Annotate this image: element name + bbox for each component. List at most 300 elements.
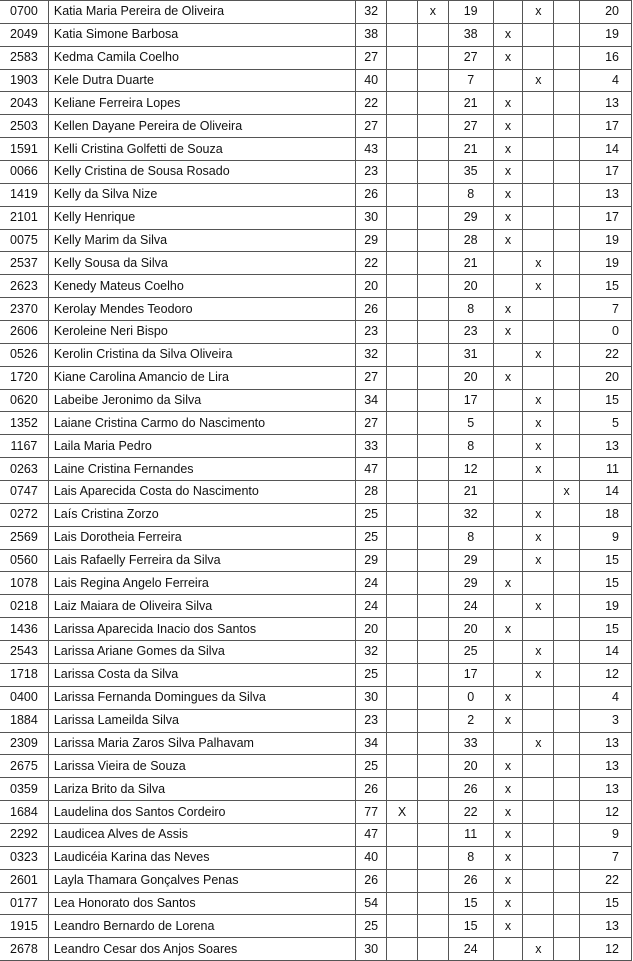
mark-cell-2 bbox=[417, 503, 448, 526]
code-cell: 0263 bbox=[0, 458, 48, 481]
age-cell: 26 bbox=[356, 298, 387, 321]
mark-cell-3 bbox=[493, 503, 523, 526]
age-cell: 32 bbox=[356, 1, 387, 24]
mark-cell-2 bbox=[417, 846, 448, 869]
code-cell: 0218 bbox=[0, 595, 48, 618]
mark-cell-4: x bbox=[523, 732, 554, 755]
mark-cell-5 bbox=[554, 801, 580, 824]
table-row bbox=[0, 892, 632, 915]
table-row bbox=[0, 503, 632, 526]
mark-cell-3: x bbox=[493, 915, 523, 938]
mark-cell-2 bbox=[417, 46, 448, 69]
age-cell: 32 bbox=[356, 343, 387, 366]
mark-cell-4 bbox=[523, 115, 554, 138]
mark-cell-4 bbox=[523, 572, 554, 595]
count-cell: 24 bbox=[448, 595, 493, 618]
score-cell: 3 bbox=[580, 709, 632, 732]
mark-cell-3: x bbox=[493, 23, 523, 46]
code-cell: 2675 bbox=[0, 755, 48, 778]
count-cell: 20 bbox=[448, 755, 493, 778]
score-cell: 13 bbox=[580, 915, 632, 938]
age-cell: 29 bbox=[356, 229, 387, 252]
mark-cell-4 bbox=[523, 778, 554, 801]
mark-cell-2 bbox=[417, 595, 448, 618]
mark-cell-4 bbox=[523, 92, 554, 115]
count-cell: 17 bbox=[448, 389, 493, 412]
mark-cell-2 bbox=[417, 686, 448, 709]
mark-cell-5 bbox=[554, 206, 580, 229]
mark-cell-3 bbox=[493, 595, 523, 618]
code-cell: 1718 bbox=[0, 663, 48, 686]
mark-cell-1 bbox=[387, 481, 418, 504]
mark-cell-3: x bbox=[493, 892, 523, 915]
score-cell: 15 bbox=[580, 572, 632, 595]
mark-cell-2 bbox=[417, 526, 448, 549]
code-cell: 1915 bbox=[0, 915, 48, 938]
age-cell: 47 bbox=[356, 458, 387, 481]
age-cell: 26 bbox=[356, 183, 387, 206]
mark-cell-5 bbox=[554, 915, 580, 938]
mark-cell-5 bbox=[554, 275, 580, 298]
count-cell: 26 bbox=[448, 869, 493, 892]
table-row bbox=[0, 435, 632, 458]
age-cell: 30 bbox=[356, 938, 387, 961]
mark-cell-4 bbox=[523, 46, 554, 69]
age-cell: 33 bbox=[356, 435, 387, 458]
table-row bbox=[0, 275, 632, 298]
mark-cell-4 bbox=[523, 23, 554, 46]
count-cell: 28 bbox=[448, 229, 493, 252]
mark-cell-3 bbox=[493, 481, 523, 504]
mark-cell-4 bbox=[523, 709, 554, 732]
score-cell: 0 bbox=[580, 321, 632, 344]
name-cell: Keroleine Neri Bispo bbox=[48, 321, 355, 344]
table-row bbox=[0, 458, 632, 481]
name-cell: Larissa Aparecida Inacio dos Santos bbox=[48, 618, 355, 641]
mark-cell-5 bbox=[554, 389, 580, 412]
code-cell: 2101 bbox=[0, 206, 48, 229]
mark-cell-2 bbox=[417, 915, 448, 938]
count-cell: 27 bbox=[448, 115, 493, 138]
name-cell: Kelly da Silva Nize bbox=[48, 183, 355, 206]
age-cell: 77 bbox=[356, 801, 387, 824]
mark-cell-5 bbox=[554, 92, 580, 115]
mark-cell-1 bbox=[387, 641, 418, 664]
mark-cell-5 bbox=[554, 183, 580, 206]
name-cell: Kerolay Mendes Teodoro bbox=[48, 298, 355, 321]
table-row bbox=[0, 252, 632, 275]
score-cell: 22 bbox=[580, 869, 632, 892]
count-cell: 15 bbox=[448, 892, 493, 915]
mark-cell-2 bbox=[417, 755, 448, 778]
name-cell: Laiane Cristina Carmo do Nascimento bbox=[48, 412, 355, 435]
name-cell: Kenedy Mateus Coelho bbox=[48, 275, 355, 298]
code-cell: 0177 bbox=[0, 892, 48, 915]
mark-cell-1 bbox=[387, 389, 418, 412]
code-cell: 0066 bbox=[0, 161, 48, 184]
table-row bbox=[0, 23, 632, 46]
count-cell: 29 bbox=[448, 206, 493, 229]
mark-cell-2 bbox=[417, 275, 448, 298]
age-cell: 23 bbox=[356, 321, 387, 344]
count-cell: 7 bbox=[448, 69, 493, 92]
count-cell: 12 bbox=[448, 458, 493, 481]
mark-cell-5 bbox=[554, 641, 580, 664]
count-cell: 0 bbox=[448, 686, 493, 709]
mark-cell-2 bbox=[417, 366, 448, 389]
code-cell: 0620 bbox=[0, 389, 48, 412]
mark-cell-3: x bbox=[493, 709, 523, 732]
mark-cell-2 bbox=[417, 938, 448, 961]
age-cell: 34 bbox=[356, 732, 387, 755]
score-cell: 13 bbox=[580, 778, 632, 801]
age-cell: 40 bbox=[356, 69, 387, 92]
mark-cell-1 bbox=[387, 229, 418, 252]
name-cell: Larissa Costa da Silva bbox=[48, 663, 355, 686]
name-cell: Kelly Sousa da Silva bbox=[48, 252, 355, 275]
mark-cell-5 bbox=[554, 298, 580, 321]
mark-cell-1 bbox=[387, 46, 418, 69]
mark-cell-2: x bbox=[417, 1, 448, 24]
mark-cell-1 bbox=[387, 938, 418, 961]
score-cell: 15 bbox=[580, 618, 632, 641]
mark-cell-1 bbox=[387, 618, 418, 641]
code-cell: 0075 bbox=[0, 229, 48, 252]
score-cell: 12 bbox=[580, 938, 632, 961]
age-cell: 38 bbox=[356, 23, 387, 46]
mark-cell-1 bbox=[387, 709, 418, 732]
name-cell: Laila Maria Pedro bbox=[48, 435, 355, 458]
age-cell: 43 bbox=[356, 138, 387, 161]
count-cell: 25 bbox=[448, 641, 493, 664]
count-cell: 21 bbox=[448, 252, 493, 275]
mark-cell-4 bbox=[523, 915, 554, 938]
name-cell: Laudelina dos Santos Cordeiro bbox=[48, 801, 355, 824]
mark-cell-3 bbox=[493, 663, 523, 686]
name-cell: Keliane Ferreira Lopes bbox=[48, 92, 355, 115]
score-cell: 14 bbox=[580, 481, 632, 504]
mark-cell-3: x bbox=[493, 161, 523, 184]
mark-cell-1 bbox=[387, 846, 418, 869]
count-cell: 19 bbox=[448, 1, 493, 24]
table-row bbox=[0, 938, 632, 961]
mark-cell-2 bbox=[417, 892, 448, 915]
age-cell: 23 bbox=[356, 161, 387, 184]
code-cell: 2043 bbox=[0, 92, 48, 115]
mark-cell-3 bbox=[493, 275, 523, 298]
mark-cell-4: x bbox=[523, 435, 554, 458]
score-cell: 19 bbox=[580, 595, 632, 618]
mark-cell-3 bbox=[493, 252, 523, 275]
age-cell: 25 bbox=[356, 503, 387, 526]
table-row bbox=[0, 595, 632, 618]
table-row bbox=[0, 732, 632, 755]
mark-cell-1 bbox=[387, 732, 418, 755]
mark-cell-3: x bbox=[493, 869, 523, 892]
mark-cell-4: x bbox=[523, 412, 554, 435]
mark-cell-1 bbox=[387, 823, 418, 846]
code-cell: 1078 bbox=[0, 572, 48, 595]
score-cell: 15 bbox=[580, 892, 632, 915]
code-cell: 2309 bbox=[0, 732, 48, 755]
mark-cell-4: x bbox=[523, 275, 554, 298]
mark-cell-3 bbox=[493, 938, 523, 961]
mark-cell-2 bbox=[417, 572, 448, 595]
score-cell: 19 bbox=[580, 23, 632, 46]
name-cell: Kele Dutra Duarte bbox=[48, 69, 355, 92]
score-cell: 16 bbox=[580, 46, 632, 69]
code-cell: 0560 bbox=[0, 549, 48, 572]
mark-cell-3: x bbox=[493, 755, 523, 778]
mark-cell-5 bbox=[554, 869, 580, 892]
score-cell: 7 bbox=[580, 846, 632, 869]
mark-cell-3: x bbox=[493, 572, 523, 595]
name-cell: Laine Cristina Fernandes bbox=[48, 458, 355, 481]
mark-cell-5 bbox=[554, 709, 580, 732]
mark-cell-1 bbox=[387, 412, 418, 435]
mark-cell-2 bbox=[417, 23, 448, 46]
mark-cell-3: x bbox=[493, 801, 523, 824]
code-cell: 1352 bbox=[0, 412, 48, 435]
mark-cell-1 bbox=[387, 503, 418, 526]
code-cell: 0323 bbox=[0, 846, 48, 869]
count-cell: 21 bbox=[448, 92, 493, 115]
mark-cell-4: x bbox=[523, 595, 554, 618]
score-cell: 12 bbox=[580, 663, 632, 686]
mark-cell-4: x bbox=[523, 458, 554, 481]
count-cell: 15 bbox=[448, 915, 493, 938]
score-cell: 9 bbox=[580, 526, 632, 549]
mark-cell-4 bbox=[523, 869, 554, 892]
mark-cell-1 bbox=[387, 755, 418, 778]
name-cell: Katia Maria Pereira de Oliveira bbox=[48, 1, 355, 24]
mark-cell-4: x bbox=[523, 252, 554, 275]
name-cell: Leandro Bernardo de Lorena bbox=[48, 915, 355, 938]
mark-cell-2 bbox=[417, 183, 448, 206]
mark-cell-1 bbox=[387, 138, 418, 161]
mark-cell-1 bbox=[387, 892, 418, 915]
table-row bbox=[0, 183, 632, 206]
mark-cell-1 bbox=[387, 69, 418, 92]
mark-cell-4 bbox=[523, 321, 554, 344]
name-cell: Katia Simone Barbosa bbox=[48, 23, 355, 46]
count-cell: 17 bbox=[448, 663, 493, 686]
count-cell: 38 bbox=[448, 23, 493, 46]
mark-cell-5: x bbox=[554, 481, 580, 504]
code-cell: 2569 bbox=[0, 526, 48, 549]
mark-cell-4 bbox=[523, 846, 554, 869]
score-cell: 13 bbox=[580, 183, 632, 206]
mark-cell-4 bbox=[523, 823, 554, 846]
score-cell: 11 bbox=[580, 458, 632, 481]
age-cell: 25 bbox=[356, 526, 387, 549]
mark-cell-4: x bbox=[523, 343, 554, 366]
count-cell: 5 bbox=[448, 412, 493, 435]
mark-cell-3 bbox=[493, 1, 523, 24]
score-cell: 15 bbox=[580, 549, 632, 572]
count-cell: 29 bbox=[448, 572, 493, 595]
code-cell: 0272 bbox=[0, 503, 48, 526]
mark-cell-2 bbox=[417, 206, 448, 229]
score-cell: 20 bbox=[580, 366, 632, 389]
age-cell: 29 bbox=[356, 549, 387, 572]
table-row bbox=[0, 46, 632, 69]
mark-cell-4: x bbox=[523, 526, 554, 549]
mark-cell-3: x bbox=[493, 183, 523, 206]
mark-cell-5 bbox=[554, 343, 580, 366]
mark-cell-1 bbox=[387, 343, 418, 366]
name-cell: Kelli Cristina Golfetti de Souza bbox=[48, 138, 355, 161]
mark-cell-4 bbox=[523, 618, 554, 641]
mark-cell-2 bbox=[417, 641, 448, 664]
name-cell: Kelly Cristina de Sousa Rosado bbox=[48, 161, 355, 184]
mark-cell-2 bbox=[417, 343, 448, 366]
mark-cell-2 bbox=[417, 435, 448, 458]
mark-cell-5 bbox=[554, 23, 580, 46]
mark-cell-5 bbox=[554, 69, 580, 92]
score-cell: 14 bbox=[580, 641, 632, 664]
code-cell: 0747 bbox=[0, 481, 48, 504]
table-row bbox=[0, 686, 632, 709]
mark-cell-1 bbox=[387, 321, 418, 344]
name-cell: Larissa Lameilda Silva bbox=[48, 709, 355, 732]
count-cell: 20 bbox=[448, 275, 493, 298]
score-cell: 18 bbox=[580, 503, 632, 526]
mark-cell-4 bbox=[523, 755, 554, 778]
mark-cell-2 bbox=[417, 481, 448, 504]
count-cell: 20 bbox=[448, 366, 493, 389]
score-cell: 17 bbox=[580, 206, 632, 229]
mark-cell-4 bbox=[523, 801, 554, 824]
mark-cell-5 bbox=[554, 46, 580, 69]
mark-cell-3: x bbox=[493, 618, 523, 641]
code-cell: 0700 bbox=[0, 1, 48, 24]
mark-cell-3 bbox=[493, 732, 523, 755]
table-row bbox=[0, 755, 632, 778]
mark-cell-4: x bbox=[523, 1, 554, 24]
mark-cell-2 bbox=[417, 389, 448, 412]
score-cell: 4 bbox=[580, 69, 632, 92]
mark-cell-5 bbox=[554, 321, 580, 344]
score-cell: 17 bbox=[580, 115, 632, 138]
mark-cell-4 bbox=[523, 206, 554, 229]
mark-cell-5 bbox=[554, 458, 580, 481]
name-cell: Laiz Maiara de Oliveira Silva bbox=[48, 595, 355, 618]
count-cell: 8 bbox=[448, 183, 493, 206]
mark-cell-1 bbox=[387, 435, 418, 458]
mark-cell-2 bbox=[417, 161, 448, 184]
mark-cell-5 bbox=[554, 435, 580, 458]
mark-cell-4: x bbox=[523, 389, 554, 412]
mark-cell-1 bbox=[387, 915, 418, 938]
name-cell: Laís Cristina Zorzo bbox=[48, 503, 355, 526]
code-cell: 2503 bbox=[0, 115, 48, 138]
code-cell: 1436 bbox=[0, 618, 48, 641]
count-cell: 21 bbox=[448, 138, 493, 161]
mark-cell-1 bbox=[387, 183, 418, 206]
mark-cell-5 bbox=[554, 663, 580, 686]
mark-cell-2 bbox=[417, 92, 448, 115]
mark-cell-2 bbox=[417, 321, 448, 344]
mark-cell-3 bbox=[493, 343, 523, 366]
mark-cell-3: x bbox=[493, 366, 523, 389]
mark-cell-4 bbox=[523, 138, 554, 161]
mark-cell-1 bbox=[387, 298, 418, 321]
mark-cell-3: x bbox=[493, 778, 523, 801]
mark-cell-1 bbox=[387, 572, 418, 595]
mark-cell-1 bbox=[387, 686, 418, 709]
name-cell: Lais Aparecida Costa do Nascimento bbox=[48, 481, 355, 504]
mark-cell-5 bbox=[554, 846, 580, 869]
mark-cell-5 bbox=[554, 549, 580, 572]
mark-cell-5 bbox=[554, 412, 580, 435]
mark-cell-1 bbox=[387, 778, 418, 801]
mark-cell-1 bbox=[387, 206, 418, 229]
mark-cell-3: x bbox=[493, 298, 523, 321]
mark-cell-5 bbox=[554, 595, 580, 618]
count-cell: 35 bbox=[448, 161, 493, 184]
code-cell: 2601 bbox=[0, 869, 48, 892]
name-cell: Larissa Fernanda Domingues da Silva bbox=[48, 686, 355, 709]
mark-cell-4 bbox=[523, 229, 554, 252]
table-row bbox=[0, 778, 632, 801]
mark-cell-5 bbox=[554, 686, 580, 709]
table-row bbox=[0, 161, 632, 184]
table-row bbox=[0, 549, 632, 572]
score-cell: 13 bbox=[580, 755, 632, 778]
name-cell: Kerolin Cristina da Silva Oliveira bbox=[48, 343, 355, 366]
age-cell: 25 bbox=[356, 755, 387, 778]
mark-cell-4: x bbox=[523, 641, 554, 664]
name-cell: Larissa Maria Zaros Silva Palhavam bbox=[48, 732, 355, 755]
mark-cell-1 bbox=[387, 595, 418, 618]
mark-cell-2 bbox=[417, 69, 448, 92]
mark-cell-2 bbox=[417, 778, 448, 801]
mark-cell-1 bbox=[387, 366, 418, 389]
name-cell: Kellen Dayane Pereira de Oliveira bbox=[48, 115, 355, 138]
name-cell: Lea Honorato dos Santos bbox=[48, 892, 355, 915]
code-cell: 0359 bbox=[0, 778, 48, 801]
count-cell: 8 bbox=[448, 435, 493, 458]
name-cell: Larissa Ariane Gomes da Silva bbox=[48, 641, 355, 664]
age-cell: 22 bbox=[356, 92, 387, 115]
age-cell: 26 bbox=[356, 778, 387, 801]
mark-cell-3: x bbox=[493, 206, 523, 229]
count-cell: 32 bbox=[448, 503, 493, 526]
code-cell: 1167 bbox=[0, 435, 48, 458]
code-cell: 2049 bbox=[0, 23, 48, 46]
table-row bbox=[0, 526, 632, 549]
table-row bbox=[0, 366, 632, 389]
table-row bbox=[0, 206, 632, 229]
mark-cell-4 bbox=[523, 161, 554, 184]
score-cell: 13 bbox=[580, 732, 632, 755]
count-cell: 26 bbox=[448, 778, 493, 801]
table-row bbox=[0, 481, 632, 504]
table-row bbox=[0, 412, 632, 435]
age-cell: 40 bbox=[356, 846, 387, 869]
count-cell: 29 bbox=[448, 549, 493, 572]
count-cell: 27 bbox=[448, 46, 493, 69]
score-cell: 22 bbox=[580, 343, 632, 366]
count-cell: 24 bbox=[448, 938, 493, 961]
table-row bbox=[0, 801, 632, 824]
mark-cell-3: x bbox=[493, 321, 523, 344]
age-cell: 23 bbox=[356, 709, 387, 732]
age-cell: 20 bbox=[356, 275, 387, 298]
mark-cell-5 bbox=[554, 572, 580, 595]
mark-cell-1 bbox=[387, 549, 418, 572]
